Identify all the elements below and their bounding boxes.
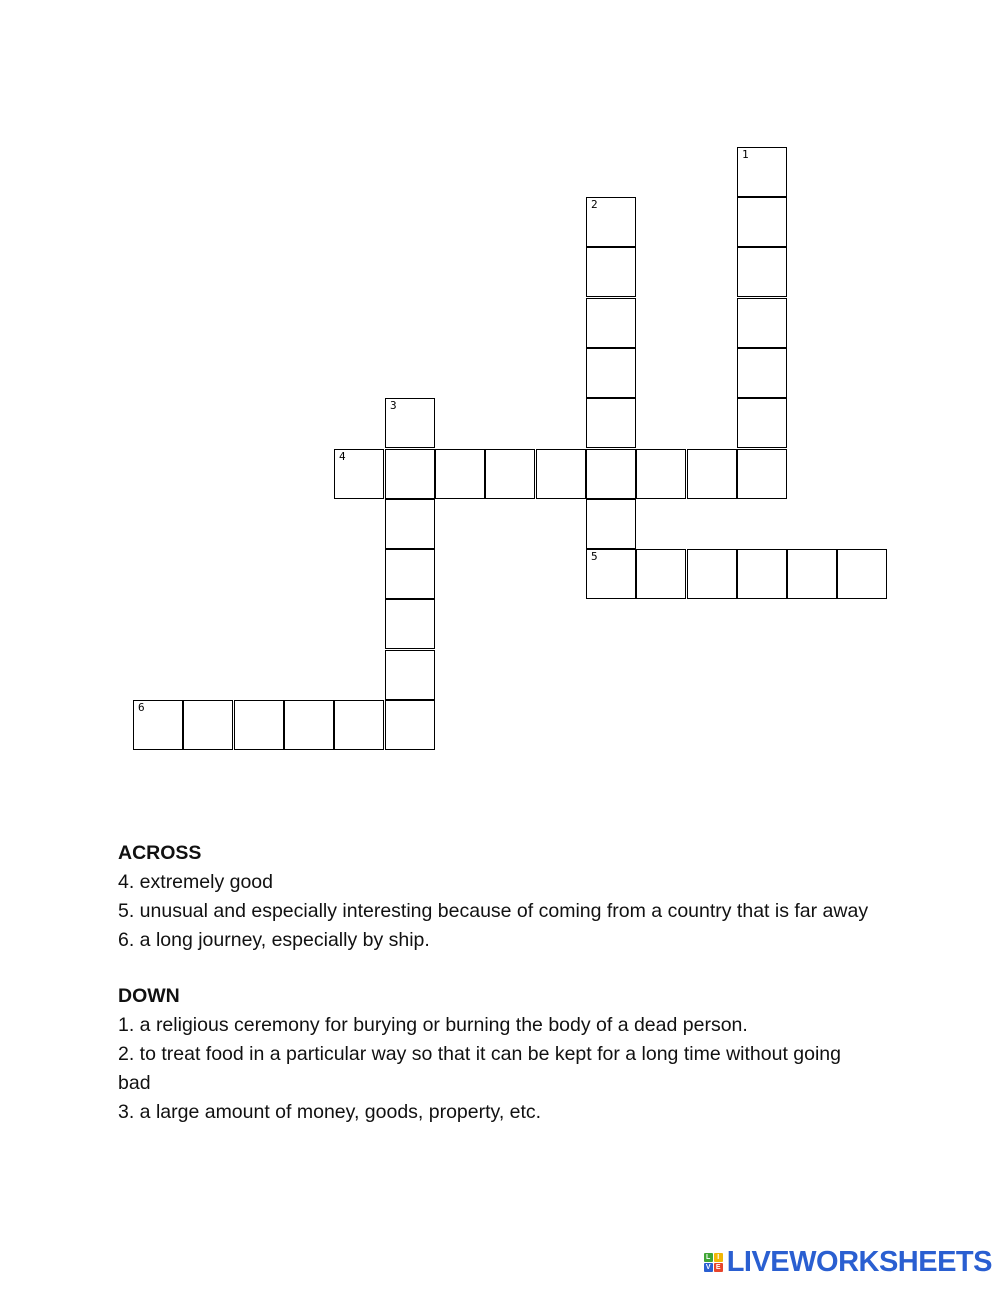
across-clue: 4. extremely good xyxy=(118,871,274,893)
crossword-cell[interactable] xyxy=(586,398,636,448)
crossword-cell[interactable] xyxy=(385,499,435,549)
across-clue: 6. a long journey, especially by ship. xyxy=(118,929,430,951)
clue-number: 1 xyxy=(742,148,749,161)
crossword-cell[interactable] xyxy=(385,599,435,649)
crossword-cell[interactable] xyxy=(737,449,787,499)
crossword-cell[interactable] xyxy=(284,700,334,750)
crossword-cell[interactable] xyxy=(636,549,686,599)
crossword-cell[interactable] xyxy=(133,700,183,750)
crossword-cell[interactable] xyxy=(737,398,787,448)
crossword-cell[interactable] xyxy=(485,449,535,499)
down-clue: 1. a religious ceremony for burying or burning the body of a dead person. xyxy=(118,1014,748,1036)
crossword-cell[interactable] xyxy=(385,549,435,599)
clues-section xyxy=(118,839,878,1127)
crossword-cell[interactable] xyxy=(737,197,787,247)
crossword-cell[interactable] xyxy=(334,700,384,750)
crossword-cell[interactable] xyxy=(234,700,284,750)
clue-number: 5 xyxy=(591,550,598,563)
logo-tile: V xyxy=(704,1263,713,1272)
crossword-cell[interactable] xyxy=(737,348,787,398)
crossword-cell[interactable] xyxy=(586,197,636,247)
crossword-cell[interactable] xyxy=(737,247,787,297)
down-clue: 3. a large amount of money, goods, property, etc. xyxy=(118,1101,542,1123)
clue-number: 6 xyxy=(138,701,145,714)
logo-text: LIVEWORKSHEETS xyxy=(726,1246,992,1278)
crossword-cell[interactable] xyxy=(586,449,636,499)
crossword-cell[interactable] xyxy=(586,549,636,599)
crossword-cell[interactable] xyxy=(385,700,435,750)
crossword-cell[interactable] xyxy=(586,298,636,348)
across-clue: 5. unusual and especially interesting because of coming from a country that is far away xyxy=(118,900,869,922)
across-heading: ACROSS xyxy=(118,842,202,864)
crossword-cell[interactable] xyxy=(183,700,233,750)
down-clue: 2. to treat food in a particular way so that it can be kept for a long time without going bad xyxy=(118,1043,841,1094)
crossword-cell[interactable] xyxy=(536,449,586,499)
down-heading: DOWN xyxy=(118,985,180,1007)
crossword-cell[interactable] xyxy=(737,147,787,197)
crossword-cell[interactable] xyxy=(737,549,787,599)
logo-tile: E xyxy=(714,1263,723,1272)
logo-tiles-icon xyxy=(704,1253,723,1272)
crossword-cell[interactable] xyxy=(385,398,435,448)
liveworksheets-logo xyxy=(704,1247,992,1277)
clue-number: 4 xyxy=(339,450,346,463)
crossword-cell[interactable] xyxy=(837,549,887,599)
crossword-cell[interactable] xyxy=(385,650,435,700)
crossword-cell[interactable] xyxy=(687,549,737,599)
crossword-cell[interactable] xyxy=(586,247,636,297)
crossword-cell[interactable] xyxy=(435,449,485,499)
crossword-cell[interactable] xyxy=(334,449,384,499)
crossword-cell[interactable] xyxy=(737,298,787,348)
crossword-cell[interactable] xyxy=(586,348,636,398)
logo-tile: I xyxy=(714,1253,723,1262)
crossword-cell[interactable] xyxy=(586,499,636,549)
crossword-cell[interactable] xyxy=(385,449,435,499)
crossword-cell[interactable] xyxy=(687,449,737,499)
logo-tile: L xyxy=(704,1253,713,1262)
crossword-cell[interactable] xyxy=(787,549,837,599)
crossword-cell[interactable] xyxy=(636,449,686,499)
clue-number: 3 xyxy=(390,399,397,412)
clue-number: 2 xyxy=(591,198,598,211)
